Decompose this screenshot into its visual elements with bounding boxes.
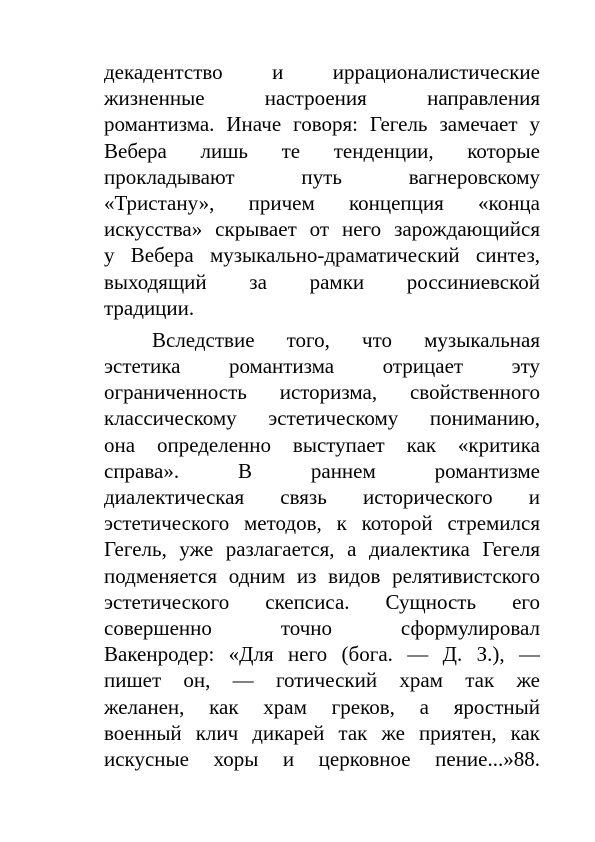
paragraph-1 <box>104 59 540 321</box>
body-text <box>104 59 540 772</box>
text-line: искусства» скрывает от него зарождающийся <box>104 217 540 242</box>
text-line: желанен, как храм греков, а яростный <box>104 694 540 719</box>
text-line: справа». В раннем романтизме <box>104 458 540 483</box>
text-line: Вакенродер: «Для него (бога. — Д. З.), — <box>104 642 540 667</box>
text-line: романтизма. Иначе говоря: Гегель замечает у <box>104 112 540 137</box>
text-line: «Тристану», причем концепция «конца <box>104 190 540 215</box>
text-line: прокладывают путь вагнеровскому <box>104 164 540 189</box>
text-line: жизненные настроения направления <box>104 86 540 111</box>
text-line: традиции. <box>104 295 195 320</box>
text-line: она определенно выступает как «критика <box>104 432 540 457</box>
text-line: Гегель, уже разлагается, а диалектика Гегеля <box>104 537 540 562</box>
text-line: у Вебера музыкально-драматический синтез, <box>104 243 540 268</box>
text-line: Вследствие того, что музыкальная <box>152 327 540 352</box>
text-line: выходящий за рамки россиниевской <box>104 269 540 294</box>
text-line: искусные хоры и церковное пение...»88. <box>104 746 540 771</box>
text-line: эстетического скепсиса. Сущность его <box>104 589 540 614</box>
text-line: совершенно точно сформулировал <box>104 615 540 640</box>
text-line: пишет он, — готический храм так же <box>104 668 540 693</box>
text-line: диалектическая связь исторического и <box>104 485 540 509</box>
text-line: эстетического методов, к которой стремился <box>104 511 540 536</box>
text-line: эстетика романтизма отрицает эту <box>104 354 540 379</box>
text-line: военный клич дикарей так же приятен, как <box>104 720 540 745</box>
text-line: классическому эстетическому пониманию, <box>104 406 540 431</box>
paragraph-2 <box>104 327 540 772</box>
text-line: ограниченность историзма, свойственного <box>104 380 540 405</box>
text-line: декадентство и иррационалистические <box>104 60 540 84</box>
text-line: подменяется одним из видов релятивистского <box>104 563 540 588</box>
text-line: Вебера лишь те тенденции, которые <box>104 138 540 163</box>
